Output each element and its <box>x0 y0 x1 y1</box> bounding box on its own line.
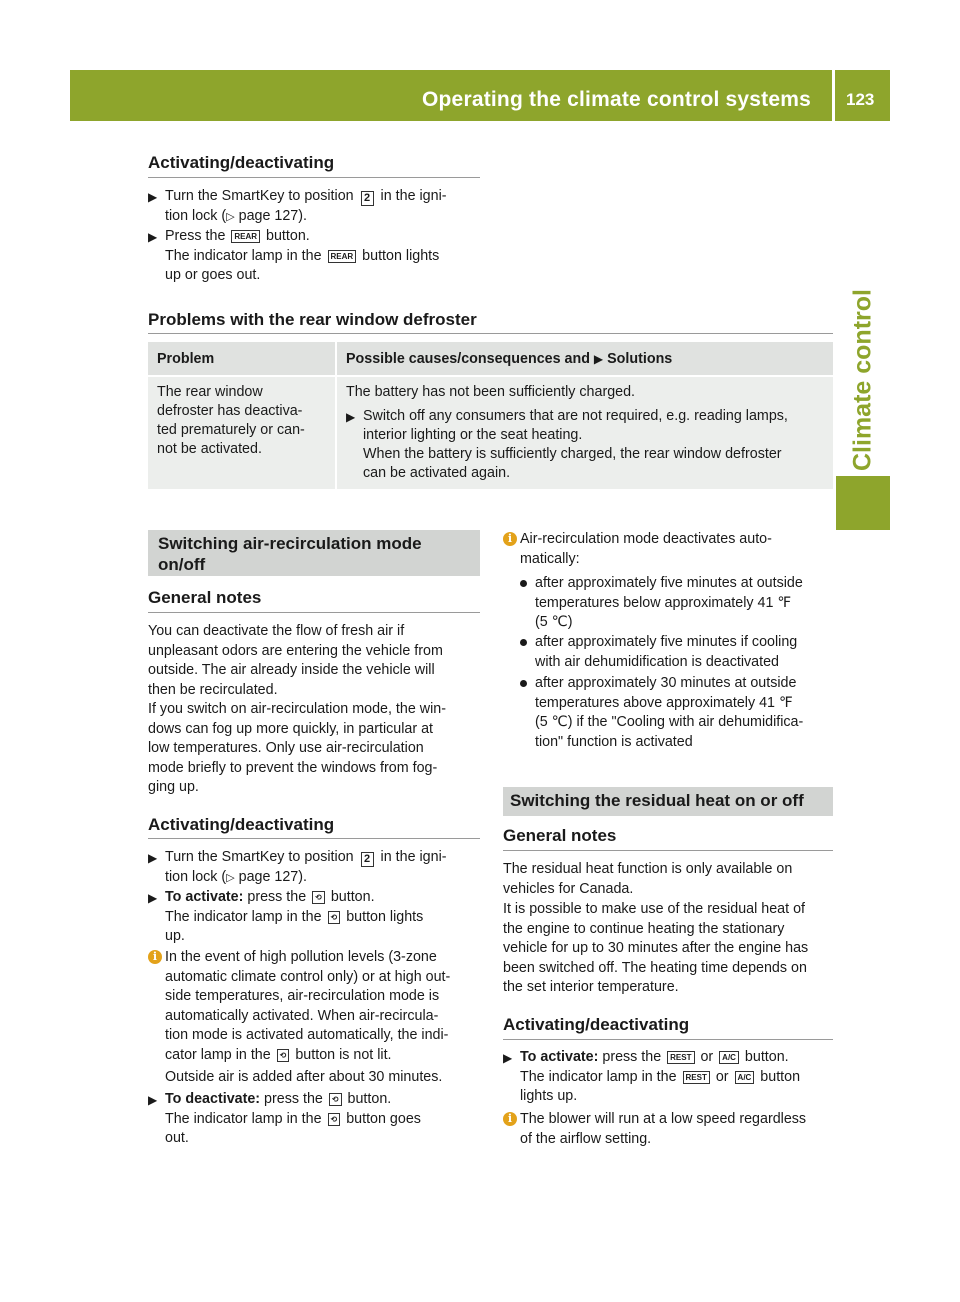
rest-icon: REST <box>667 1051 694 1064</box>
list-item: after approximately 30 minutes at outside temperatures above approximately 41 ℉ (5 ℃) if the "Cooling with air dehumidifica- tion" function is activated <box>518 674 838 752</box>
table-cell-problem: The rear window defroster has deactiva- ted prematurely or can- not be activated. <box>148 377 335 489</box>
list-item: after approximately five minutes at outside temperatures below approximately 41 ℉ (5 ℃) <box>518 574 838 633</box>
arrow-icon: ▶ <box>148 891 158 905</box>
step-activate-residual: ▶ To activate: press the REST or A/C button. The indicator lamp in the REST or A/C button lights up. <box>503 1049 801 1104</box>
info-pollution: i In the event of high pollution levels (3-zone automatic climate control only) or at high out- side temperatures, air-recirculation mode is automatically activated. When air-recircula- tion mode is activated automatically, the indi- cator lamp in the ⟲ button is not lit. Outside air is added after about 30 minutes. <box>148 948 488 1088</box>
divider <box>148 333 833 334</box>
table-cell-solution: The battery has not been sufficiently charged. ▶ Switch off any consumers that are not required, e.g. reading lamps, interior lighting or the seat heating. When the battery is sufficiently charged, the rear window defroster can be activated again. <box>337 377 833 489</box>
step-turn-key: ▶ Turn the SmartKey to position 2 in the igni- tion lock (▷ page 127). <box>148 188 447 224</box>
info-blower: i The blower will run at a low speed regardless of the airflow setting. <box>503 1110 843 1149</box>
arrow-icon: ▶ <box>148 851 158 865</box>
divider <box>148 838 480 839</box>
ac-rest-icon: A/C <box>735 1071 755 1084</box>
bullet-icon <box>520 580 527 587</box>
table-header-problem: Problem <box>148 342 335 375</box>
arrow-icon: ▶ <box>148 190 158 204</box>
table-header-solutions: Possible causes/consequences and ▶ Solutions <box>337 342 833 375</box>
paragraph-residual-heat: It is possible to make use of the residual heat of the engine to continue heating the stationary vehicle for up to 30 minutes after the engine has been switched off. The heating time depends on the set interior temperature. <box>503 901 809 995</box>
arrow-icon: ▶ <box>503 1051 513 1065</box>
info-icon: i <box>503 532 517 546</box>
step-deactivate-recirc: ▶ To deactivate: press the ⟲ button. The indicator lamp in the ⟲ button goes out. <box>148 1091 421 1146</box>
side-tab <box>838 270 888 490</box>
step-press-rear: ▶ Press the REAR button. The indicator lamp in the REAR button lights up or goes out. <box>148 228 440 283</box>
arrow-icon: ▶ <box>346 410 356 424</box>
heading-activating-recirc: Activating/deactivating <box>148 815 335 834</box>
page-ref-icon: ▷ <box>226 210 235 223</box>
recirculation-icon: ⟲ <box>328 1113 341 1126</box>
section-box-recirculation: Switching air-recirculation mode on/off <box>148 530 480 576</box>
solution-step: ▶ Switch off any consumers that are not required, e.g. reading lamps, interior lighting or the seat heating. When the battery is sufficiently charged, the rear window defroster can be activated again. <box>346 408 788 481</box>
step-activate-recirc: ▶ To activate: press the ⟲ button. The indicator lamp in the ⟲ button lights up. <box>148 889 424 944</box>
divider <box>148 177 480 178</box>
section-box-residual-heat: Switching the residual heat on or off <box>503 787 833 816</box>
position-2-icon: 2 <box>361 191 374 206</box>
rest-icon: REST <box>683 1071 710 1084</box>
arrow-icon: ▶ <box>148 1093 158 1107</box>
position-2-icon: 2 <box>361 852 374 867</box>
bullet-icon <box>520 639 527 646</box>
info-auto-deactivate: i Air-recirculation mode deactivates auto- matically: <box>503 530 838 569</box>
list-item: after approximately five minutes if cooling with air dehumidification is deactivated <box>518 633 838 672</box>
arrow-icon: ▶ <box>593 352 604 366</box>
bullet-icon <box>520 680 527 687</box>
header-separator <box>832 70 835 121</box>
section-heading-problems: Problems with the rear window defroster <box>148 310 477 329</box>
paragraph-fog: If you switch on air-recirculation mode, the win- dows can fog up more quickly, in particular at low temperatures. Only use air-recirculation mode briefly to prevent the windows from fog- ging up. <box>148 701 446 795</box>
heading-activating-residual: Activating/deactivating <box>503 1015 690 1034</box>
paragraph-fresh-air: You can deactivate the flow of fresh air if unpleasant odors are entering the vehicle from outside. The air already inside the vehicle will then be recirculated. <box>148 623 443 698</box>
header-title: Operating the climate control systems <box>422 88 812 111</box>
step-turn-key: ▶ Turn the SmartKey to position 2 in the igni- tion lock (▷ page 127). <box>148 849 447 885</box>
rear-defrost-icon: REAR <box>231 230 260 243</box>
ac-rest-icon: A/C <box>719 1051 739 1064</box>
side-tab-label: Climate control <box>848 289 877 471</box>
page-ref-icon: ▷ <box>226 871 235 884</box>
page-number: 123 <box>846 90 875 109</box>
divider <box>503 1039 833 1040</box>
heading-general-notes: General notes <box>503 826 617 845</box>
divider <box>503 850 833 851</box>
paragraph-canada: The residual heat function is only available on vehicles for Canada. <box>503 861 793 897</box>
info-icon: i <box>503 1112 517 1126</box>
info-icon: i <box>148 950 162 964</box>
section-heading-activating: Activating/deactivating <box>148 153 335 172</box>
heading-general-notes: General notes <box>148 588 262 607</box>
recirculation-icon: ⟲ <box>329 1093 342 1106</box>
recirculation-icon: ⟲ <box>277 1049 290 1062</box>
divider <box>148 612 480 613</box>
rear-defrost-icon: REAR <box>328 250 357 263</box>
recirculation-icon: ⟲ <box>312 891 325 904</box>
page-header <box>70 70 890 121</box>
arrow-icon: ▶ <box>148 230 158 244</box>
recirculation-icon: ⟲ <box>328 911 341 924</box>
side-tab-marker <box>836 476 890 530</box>
